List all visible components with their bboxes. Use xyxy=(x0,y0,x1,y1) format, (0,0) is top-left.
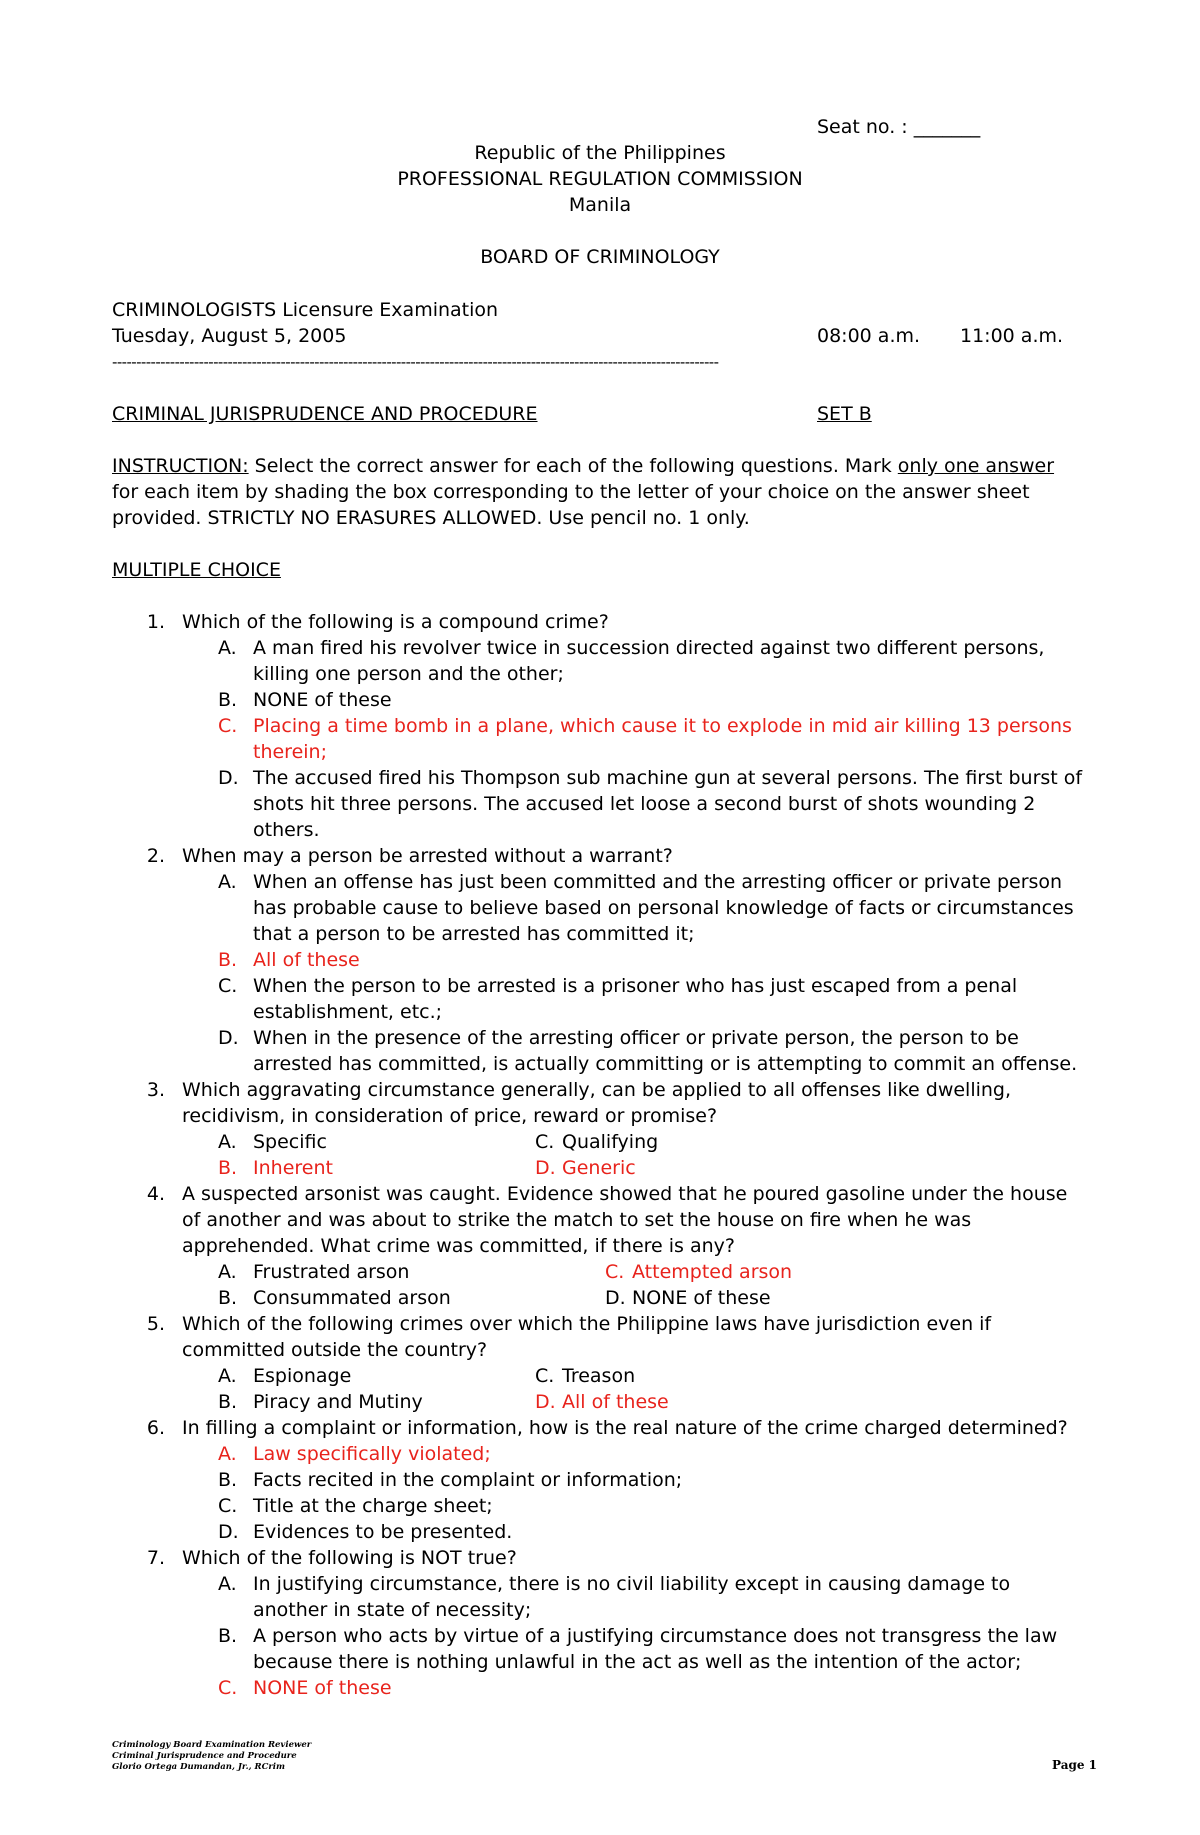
choice-text: Treason xyxy=(562,1365,636,1387)
choice-text: shots hit three persons. The accused let loose a second burst of shots wounding 2 xyxy=(253,793,1036,815)
choice-text: arrested has committed, is actually committing or is attempting to commit an offense. xyxy=(253,1053,1078,1075)
exam-time-end: 11:00 a.m. xyxy=(960,325,1064,347)
choice-text: When an offense has just been committed and the arresting officer or private person xyxy=(253,871,1063,893)
choice-letter: A. xyxy=(218,1443,237,1465)
choice-letter: C. xyxy=(535,1131,555,1153)
footer-line-3: Glorio Ortega Dumandan, Jr., RCrim xyxy=(112,1762,286,1772)
choice-letter: D. xyxy=(605,1287,626,1309)
set-label: SET B xyxy=(817,403,872,425)
choice-letter: C. xyxy=(218,1495,238,1517)
choice-text: NONE of these xyxy=(253,1677,392,1699)
choice-letter: A. xyxy=(218,637,237,659)
choice-letter: C. xyxy=(605,1261,625,1283)
question-text: A suspected arsonist was caught. Evidence showed that he poured gasoline under the house xyxy=(182,1183,1068,1205)
question-number: 3. xyxy=(146,1079,165,1101)
choice-letter: B. xyxy=(218,689,238,711)
seat-number: Seat no. : _______ xyxy=(817,116,981,138)
choice-letter: B. xyxy=(218,1391,238,1413)
republic-line: Republic of the Philippines xyxy=(474,142,726,164)
choice-letter: A. xyxy=(218,1261,237,1283)
question-text: of another and was about to strike the match to set the house on fire when he was xyxy=(182,1209,972,1231)
exam-name: CRIMINOLOGISTS Licensure Examination xyxy=(112,299,499,321)
choice-text: Inherent xyxy=(253,1157,333,1179)
choice-text: Law specifically violated; xyxy=(253,1443,491,1465)
instruction-line-3: provided. STRICTLY NO ERASURES ALLOWED. Use pencil no. 1 only. xyxy=(112,507,750,529)
question-text: Which of the following is NOT true? xyxy=(182,1547,517,1569)
choice-letter: A. xyxy=(218,1365,237,1387)
exam-date: Tuesday, August 5, 2005 xyxy=(112,325,347,347)
choice-letter: D. xyxy=(218,1521,239,1543)
question-text: committed outside the country? xyxy=(182,1339,488,1361)
choice-text: NONE of these xyxy=(632,1287,771,1309)
choice-text: because there is nothing unlawful in the act as well as the intention of the actor; xyxy=(253,1651,1022,1673)
choice-letter: B. xyxy=(218,1625,238,1647)
choice-text: In justifying circumstance, there is no civil liability except in causing damage to xyxy=(253,1573,1011,1595)
commission-line: PROFESSIONAL REGULATION COMMISSION xyxy=(397,168,803,190)
choice-text: When in the presence of the arresting officer or private person, the person to be xyxy=(253,1027,1019,1049)
instruction-line-2: for each item by shading the box corresponding to the letter of your choice on the answer sheet xyxy=(112,481,1030,503)
choice-letter: A. xyxy=(218,1131,237,1153)
choice-letter: B. xyxy=(218,1287,238,1309)
question-text: When may a person be arrested without a warrant? xyxy=(182,845,673,867)
choice-text: Consummated arson xyxy=(253,1287,451,1309)
choice-text: has probable cause to believe based on personal knowledge of facts or circumstances xyxy=(253,897,1074,919)
choice-text: Evidences to be presented. xyxy=(253,1521,513,1543)
section-title: MULTIPLE CHOICE xyxy=(112,559,281,581)
choice-text: establishment, etc.; xyxy=(253,1001,443,1023)
exam-time-start: 08:00 a.m. xyxy=(817,325,921,347)
choice-text: When the person to be arrested is a prisoner who has just escaped from a penal xyxy=(253,975,1018,997)
choice-text: Placing a time bomb in a plane, which cause it to explode in mid air killing 13 persons xyxy=(253,715,1072,737)
choice-text: Generic xyxy=(562,1157,636,1179)
question-number: 1. xyxy=(146,611,165,633)
choice-letter: A. xyxy=(218,871,237,893)
choice-letter: B. xyxy=(218,1469,238,1491)
choice-text: The accused fired his Thompson sub machine gun at several persons. The first burst of xyxy=(253,767,1083,789)
city-line: Manila xyxy=(568,194,632,216)
choice-text: therein; xyxy=(253,741,327,763)
question-number: 6. xyxy=(146,1417,165,1439)
choice-text: Piracy and Mutiny xyxy=(253,1391,423,1413)
instruction-line-1 xyxy=(112,453,1054,479)
choice-text: Title at the charge sheet; xyxy=(253,1495,493,1517)
instruction-text-1: Select the correct answer for each of the following questions. Mark xyxy=(248,455,898,477)
choice-text: All of these xyxy=(562,1391,669,1413)
choice-letter: B. xyxy=(218,1157,238,1179)
question-text: apprehended. What crime was committed, if there is any? xyxy=(182,1235,736,1257)
choice-letter: D. xyxy=(218,767,239,789)
choice-text: that a person to be arrested has committed it; xyxy=(253,923,695,945)
choice-letter: C. xyxy=(218,1677,238,1699)
question-number: 2. xyxy=(146,845,165,867)
question-text: recidivism, in consideration of price, reward or promise? xyxy=(182,1105,718,1127)
question-text: Which of the following crimes over which the Philippine laws have jurisdiction even if xyxy=(182,1313,992,1335)
choice-letter: D. xyxy=(535,1157,556,1179)
question-text: Which aggravating circumstance generally, can be applied to all offenses like dwelling, xyxy=(182,1079,1012,1101)
choice-letter: C. xyxy=(535,1365,555,1387)
question-text: Which of the following is a compound crime? xyxy=(182,611,609,633)
choice-text: Specific xyxy=(253,1131,327,1153)
choice-letter: C. xyxy=(218,715,238,737)
board-line: BOARD OF CRIMINOLOGY xyxy=(480,246,720,268)
choice-letter: B. xyxy=(218,949,238,971)
question-number: 7. xyxy=(146,1547,165,1569)
choice-letter: D. xyxy=(218,1027,239,1049)
header-divider: ------------------------------------------------------------------------------------------------------------------------------ xyxy=(112,353,719,371)
choice-letter: A. xyxy=(218,1573,237,1595)
choice-text: All of these xyxy=(253,949,360,971)
choice-text: A man fired his revolver twice in succession directed against two different persons, xyxy=(253,637,1045,659)
choice-text: Qualifying xyxy=(562,1131,659,1153)
choice-text: another in state of necessity; xyxy=(253,1599,532,1621)
question-text: In filling a complaint or information, how is the real nature of the crime charged determined? xyxy=(182,1417,1068,1439)
question-number: 5. xyxy=(146,1313,165,1335)
page-number: Page 1 xyxy=(1052,1758,1098,1772)
choice-text: Facts recited in the complaint or information; xyxy=(253,1469,683,1491)
choice-text: others. xyxy=(253,819,320,841)
choice-text: NONE of these xyxy=(253,689,392,711)
choice-text: killing one person and the other; xyxy=(253,663,564,685)
footer-line-2: Criminal Jurisprudence and Procedure xyxy=(112,1751,297,1761)
choice-text: Frustrated arson xyxy=(253,1261,410,1283)
instruction-emphasis: only one answer xyxy=(897,455,1055,477)
choice-text: Attempted arson xyxy=(632,1261,793,1283)
choice-text: Espionage xyxy=(253,1365,352,1387)
choice-text: A person who acts by virtue of a justifying circumstance does not transgress the law xyxy=(253,1625,1058,1647)
choice-letter: C. xyxy=(218,975,238,997)
instruction-label: INSTRUCTION: xyxy=(112,455,249,477)
question-number: 4. xyxy=(146,1183,165,1205)
choice-letter: D. xyxy=(535,1391,556,1413)
subject-title: CRIMINAL JURISPRUDENCE AND PROCEDURE xyxy=(112,403,538,425)
footer-line-1: Criminology Board Examination Reviewer xyxy=(112,1740,312,1750)
